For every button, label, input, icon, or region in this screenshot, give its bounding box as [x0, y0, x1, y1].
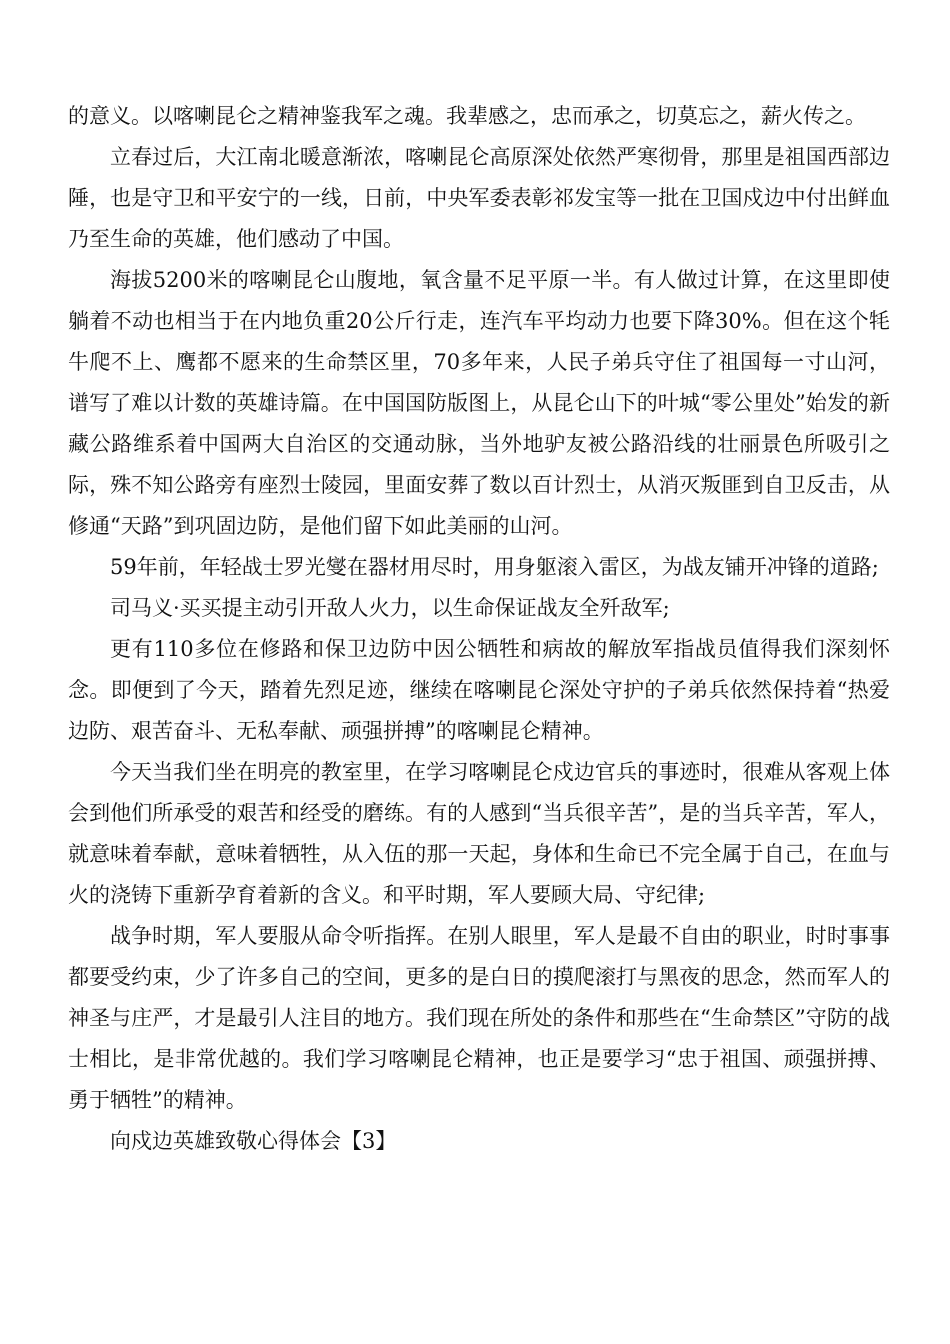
paragraph-spring: 立春过后，大江南北暖意渐浓，喀喇昆仑高原深处依然严寒彻骨，那里是祖国西部边陲，也是守卫和平安宁的一线，日前，中央军委表彰祁发宝等一批在卫国戍边中付出鲜血乃至生命的英雄，他们感动了中国。	[68, 145, 890, 251]
section-heading: 向戍边英雄致敬心得体会【3】	[110, 1129, 397, 1153]
paragraph-simayi: 司马义·买买提主动引开敌人火力，以生命保证战友全歼敌军;	[110, 596, 670, 620]
paragraph-altitude: 海拔5200米的喀喇昆仑山腹地，氧含量不足平原一半。有人做过计算，在这里即使躺着不动也相当于在内地负重20公斤行走，连汽车平均动力也要下降30%。但在这个牦牛爬不上、鹰都不愿来的生命禁区里，70多年来，人民子弟兵守住了祖国每一寸山河，谱写了难以计数的英雄诗篇。在中国国防版图上，从昆仑山下的叶城“零公里处”始发的新藏公路维系着中国两大自治区的交通动脉，当外地驴友被公路沿线的壮丽景色所吸引之际，殊不知公路旁有座烈士陵园，里面安葬了数以百计烈士，从消灭叛匪到自卫反击，从修通“天路”到巩固边防，是他们留下如此美丽的山河。	[68, 268, 890, 538]
paragraph-110-soldiers: 更有110多位在修路和保卫边防中因公牺牲和病故的解放军指战员值得我们深刻怀念。即便到了今天，踏着先烈足迹，继续在喀喇昆仑深处守护的子弟兵依然保持着“热爱边防、艰苦奋斗、无私奉献、顽强拼搏”的喀喇昆仑精神。	[68, 637, 890, 743]
document-body	[68, 96, 890, 1162]
paragraph-luo-guangxie: 59年前，年轻战士罗光燮在器材用尽时，用身躯滚入雷区，为战友铺开冲锋的道路;	[110, 555, 879, 579]
paragraph-continuation: 的意义。以喀喇昆仑之精神鉴我军之魂。我辈感之，忠而承之，切莫忘之，薪火传之。	[68, 104, 866, 128]
paragraph-classroom: 今天当我们坐在明亮的教室里，在学习喀喇昆仑戍边官兵的事迹时，很难从客观上体会到他们所承受的艰苦和经受的磨练。有的人感到“当兵很辛苦”，是的当兵辛苦，军人，就意味着奉献，意味着牺牲，从入伍的那一天起，身体和生命已不完全属于自己，在血与火的浇铸下重新孕育着新的含义。和平时期，军人要顾大局、守纪律;	[68, 760, 890, 907]
paragraph-wartime: 战争时期，军人要服从命令听指挥。在别人眼里，军人是最不自由的职业，时时事事都要受约束，少了许多自己的空间，更多的是白日的摸爬滚打与黑夜的思念，然而军人的神圣与庄严，才是最引人注目的地方。我们现在所处的条件和那些在“生命禁区”守防的战士相比，是非常优越的。我们学习喀喇昆仑精神，也正是要学习“忠于祖国、顽强拼搏、勇于牺牲”的精神。	[68, 924, 890, 1112]
